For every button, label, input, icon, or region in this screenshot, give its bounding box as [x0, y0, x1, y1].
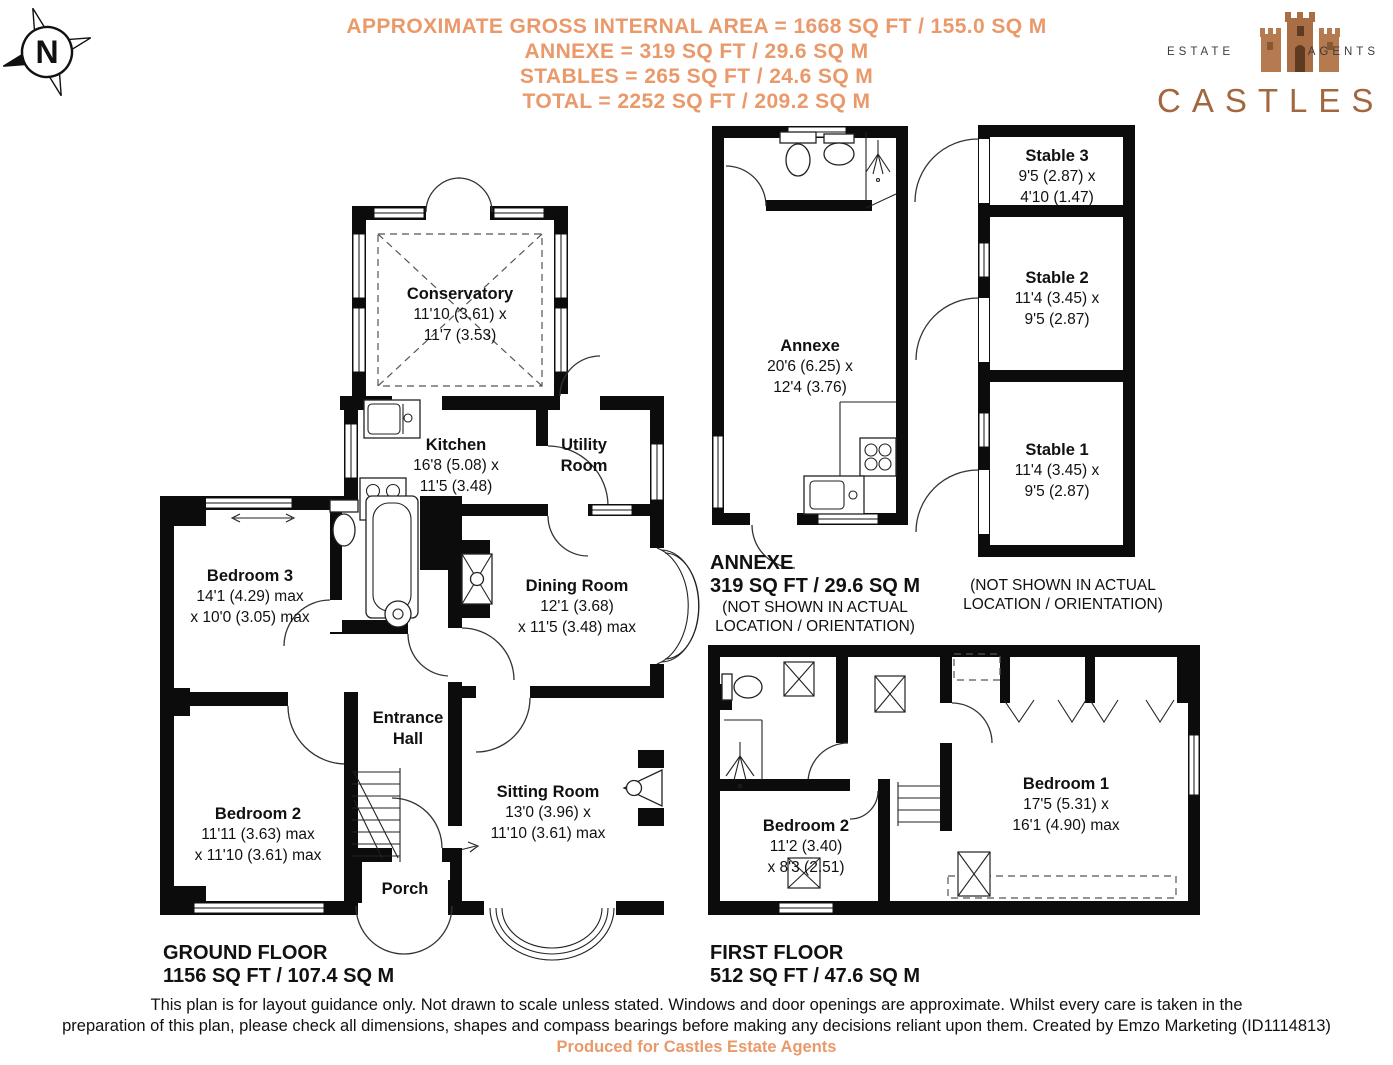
window-arrow-icon	[232, 514, 294, 522]
room-label-kitchen: Kitchen 16'8 (5.08) x 11'5 (3.48)	[413, 436, 499, 495]
toilet-icon	[780, 132, 816, 176]
annexe-caption	[710, 552, 920, 637]
logo-agents-label: AGENTS	[1307, 46, 1379, 58]
toilet-icon	[722, 674, 762, 700]
shower-icon	[866, 140, 890, 182]
staircase	[352, 768, 400, 862]
produced-for-line: Produced for Castles Estate Agents	[556, 1038, 837, 1056]
room-label-bedroom2-ground: Bedroom 2 11'11 (3.63) max x 11'10 (3.61) max	[194, 805, 322, 864]
eaves-chevrons	[1004, 700, 1174, 722]
annexe-note-line2: LOCATION / ORIENTATION)	[715, 618, 915, 636]
kitchen-sink-icon	[364, 400, 420, 438]
room-label-bedroom2-first: Bedroom 2 11'2 (3.40) x 8'3 (2.51)	[762, 817, 850, 876]
stables-note: (NOT SHOWN IN ACTUAL LOCATION / ORIENTATION)	[963, 577, 1163, 614]
bay-window	[657, 548, 699, 664]
fireplace-icon	[624, 750, 664, 826]
skylight-icon	[875, 676, 905, 712]
castles-logo	[1157, 6, 1387, 118]
room-label-dining-room: Dining Room 12'1 (3.68) x 11'5 (3.48) max	[517, 577, 637, 636]
ground-floor-title: GROUND FLOOR 1156 SQ FT / 107.4 SQ M	[163, 942, 395, 987]
kitchen-sink-icon	[804, 476, 864, 514]
room-label-stable1: Stable 1 11'4 (3.45) x 9'5 (2.87)	[1014, 441, 1100, 500]
basin-icon	[824, 134, 854, 165]
logo-estate-label: ESTATE	[1167, 46, 1235, 58]
room-label-conservatory: Conservatory 11'10 (3.61) x 11'7 (3.53)	[406, 285, 514, 344]
annexe-title: ANNEXE	[710, 552, 794, 574]
logo-name: CASTLES	[1157, 82, 1385, 119]
staircase	[898, 782, 940, 826]
first-floor-title: FIRST FLOOR 512 SQ FT / 47.6 SQ M	[710, 942, 921, 987]
room-label-stable3: Stable 3 9'5 (2.87) x 4'10 (1.47)	[1018, 147, 1096, 206]
disclaimer-line2: preparation of this plan, please check all dimensions, shapes and compass bearings before making any decisions reliant upon them. Created by Emzo Marketing (ID1114813)	[62, 1017, 1331, 1035]
summary-line-annexe: ANNEXE = 319 SQ FT / 29.6 SQ M	[524, 40, 869, 63]
bathtub-icon	[366, 496, 418, 618]
disclaimer-line1: This plan is for layout guidance only. Not drawn to scale unless stated. Windows and door openings are approximate. Whilst every care is taken in the	[150, 996, 1243, 1014]
room-label-porch: Porch	[381, 880, 429, 898]
summary-line-total: TOTAL = 2252 SQ FT / 209.2 SQ M	[522, 90, 871, 113]
basin-icon	[385, 601, 411, 627]
room-label-bedroom1: Bedroom 1 17'5 (5.31) x 16'1 (4.90) max	[1012, 775, 1120, 834]
room-label-sitting-room: Sitting Room 13'0 (3.96) x 11'10 (3.61) max	[490, 783, 606, 842]
annexe-note-line1: (NOT SHOWN IN ACTUAL	[722, 599, 908, 616]
skylight-icon	[784, 662, 814, 696]
room-label-utility: Utility Room	[560, 436, 608, 476]
skylight-icon	[958, 852, 990, 896]
summary-line-total-internal: APPROXIMATE GROSS INTERNAL AREA = 1668 SQ FT / 155.0 SQ M	[346, 15, 1047, 38]
summary-line-stables: STABLES = 265 SQ FT / 24.6 SQ M	[519, 65, 874, 88]
room-label-bedroom3: Bedroom 3 14'1 (4.29) max x 10'0 (3.05) max	[190, 567, 310, 626]
compass-letter: N	[35, 34, 59, 70]
room-label-entrance-hall: Entrance Hall	[372, 709, 444, 749]
room-label-annexe: Annexe 20'6 (6.25) x 12'4 (3.76)	[767, 337, 853, 396]
hob-icon	[860, 438, 896, 476]
room-label-stable2: Stable 2 11'4 (3.45) x 9'5 (2.87)	[1014, 269, 1100, 328]
fireplace-icon	[458, 540, 492, 618]
annexe-area: 319 SQ FT / 29.6 SQ M	[710, 575, 921, 597]
